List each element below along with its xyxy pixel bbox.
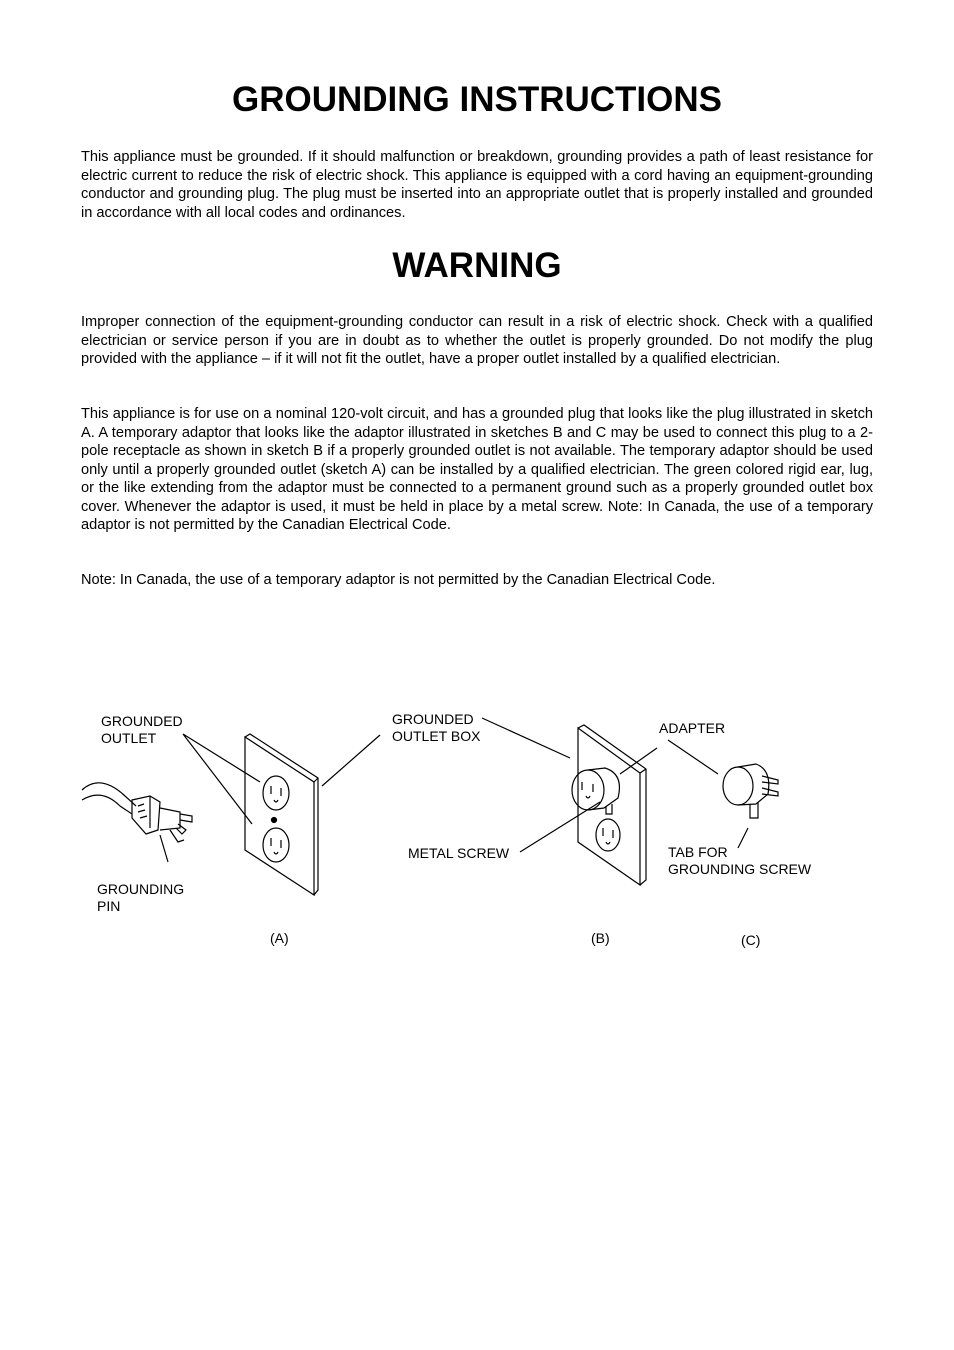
grounding-instructions-heading: GROUNDING INSTRUCTIONS bbox=[232, 80, 722, 119]
caption-b: (B) bbox=[591, 930, 610, 946]
outlet-box-label-line1: GROUNDED bbox=[392, 711, 474, 727]
tab-label bbox=[668, 844, 811, 878]
grounded-plug-illustration bbox=[82, 783, 192, 842]
outlet-box-label bbox=[392, 711, 480, 745]
adapter-leader-c bbox=[668, 740, 718, 774]
grounding-pin-label bbox=[97, 881, 184, 915]
warning-heading: WARNING bbox=[392, 246, 562, 285]
grounding-pin-label-line1: GROUNDING bbox=[97, 881, 185, 897]
adapter-illustration bbox=[723, 764, 778, 818]
outlet-with-adapter-illustration bbox=[572, 725, 646, 885]
outlet-box-leader-b bbox=[482, 718, 570, 758]
metal-screw-label: METAL SCREW bbox=[408, 845, 510, 861]
grounding-pin-label-line2: PIN bbox=[97, 898, 121, 914]
warning-paragraph: Improper connection of the equipment-grounding conductor can result in a risk of electric shock. Check with a qualified electrician or service person if you are in doubt as to whether the outlet is properly grounded. Do not modify the plug provided with the appliance – if it will not fit the outlet, have a proper outlet installed by a qualified electrician. bbox=[81, 314, 873, 367]
grounded-outlet-label-line1: GROUNDED bbox=[101, 713, 183, 729]
adaptor-paragraph: This appliance is for use on a nominal 120-volt circuit, and has a grounded plug that looks like the plug illustrated in sketch A. A temporary adaptor that looks like the adaptor illustrated in sketches B and C may be used to connect this plug to a 2-pole receptacle as shown in sketch B if a properly grounded outlet is not available. The temporary adaptor should be used only until a properly grounded outlet (sketch A) can be installed by a qualified electrician. The green colored rigid ear, lug, or the like extending from the adaptor must be connected to a permanent ground such as a properly grounded outlet box cover. Whenever the adaptor is used, it must be held in place by a metal screw. Note: In Canada, the use of a temporary adaptor is not permitted by the Canadian Electrical Code. bbox=[81, 406, 873, 533]
caption-c: (C) bbox=[741, 932, 761, 948]
canada-note-paragraph: Note: In Canada, the use of a temporary adaptor is not permitted by the Canadian Electrical Code. bbox=[81, 572, 716, 588]
outlet-box-leader-a bbox=[322, 735, 380, 786]
adapter-leader-b bbox=[620, 748, 657, 774]
tab-label-line1: TAB FOR bbox=[668, 844, 728, 860]
grounded-outlet-illustration bbox=[245, 734, 318, 895]
adapter-label: ADAPTER bbox=[659, 720, 726, 736]
grounding-pin-leader bbox=[160, 835, 168, 862]
grounded-outlet-leader bbox=[183, 734, 260, 824]
caption-a: (A) bbox=[270, 930, 289, 946]
metal-screw-leader bbox=[520, 802, 600, 852]
intro-paragraph: This appliance must be grounded. If it should malfunction or breakdown, grounding provides a path of least resistance for electric current to reduce the risk of electric shock. This appliance is equipped with a cord having an equipment-grounding conductor and grounding plug. The plug must be inserted into an appropriate outlet that is properly installed and grounded in accordance with all local codes and ordinances. bbox=[81, 149, 873, 221]
outlet-box-label-line2: OUTLET BOX bbox=[392, 728, 481, 744]
grounded-outlet-label-line2: OUTLET bbox=[101, 730, 157, 746]
tab-label-line2: GROUNDING SCREW bbox=[668, 861, 812, 877]
grounded-outlet-label bbox=[101, 713, 183, 747]
